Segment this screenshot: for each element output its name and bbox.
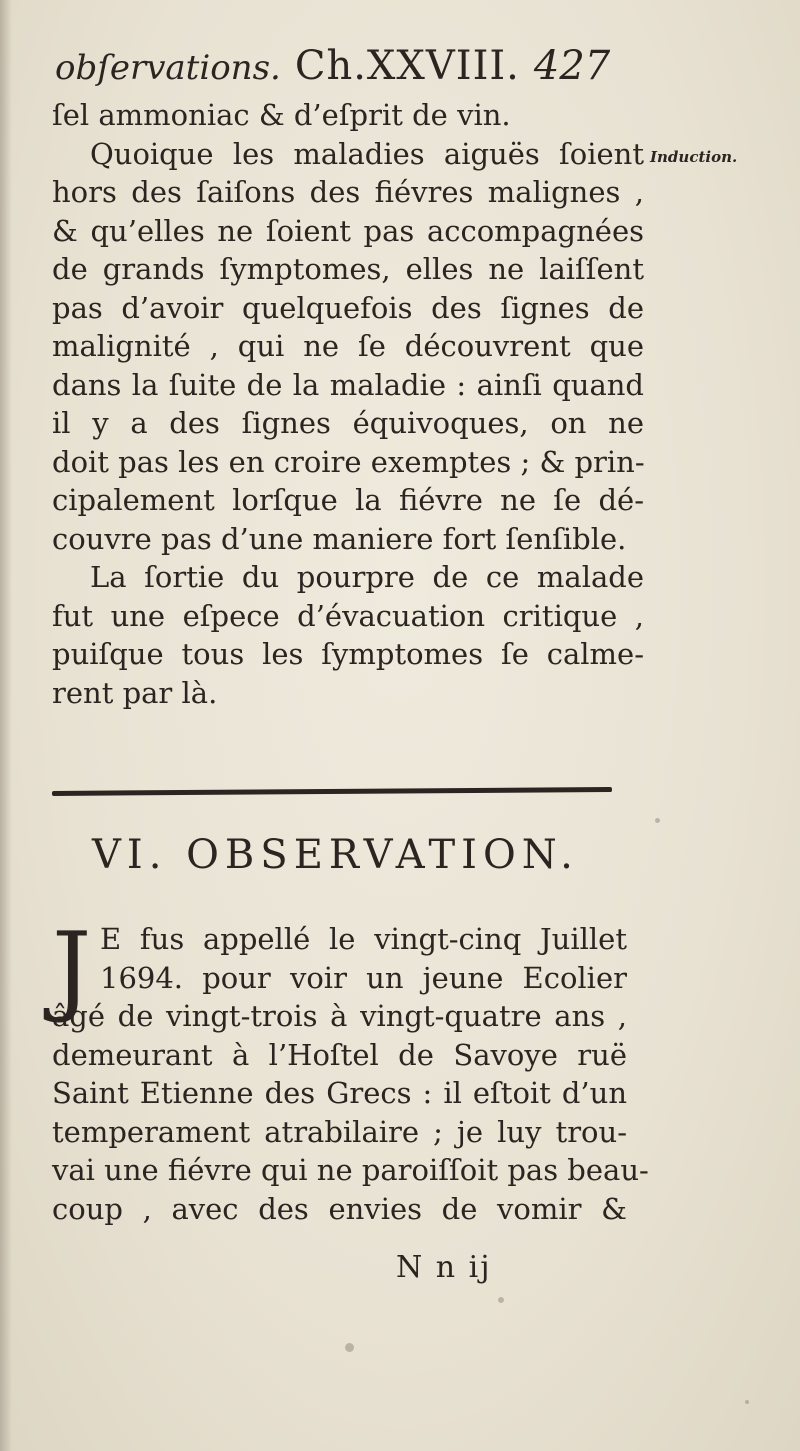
paper-speck: [655, 818, 660, 823]
text-line: vai une fiévre qui ne paroiſſoit pas beau-: [52, 1153, 649, 1187]
paper-speck: [498, 1297, 504, 1303]
text-line: La ſortie du pourpre de ce malade: [90, 560, 644, 594]
text-line: puiſque tous les ſymptomes ſe calme-: [52, 637, 644, 671]
text-line: 1694. pour voir un jeune Ecolier: [100, 960, 627, 995]
text-line: âgé de vingt-trois à vingt-quatre ans ,: [52, 999, 627, 1033]
paper-speck: [745, 1400, 749, 1404]
text-line: fut une eſpece d’évacuation critique ,: [52, 598, 644, 633]
page-number: 427: [533, 43, 611, 89]
text-line: coup , avec des envies de vomir &: [52, 1191, 627, 1226]
signature-mark: N n ij: [396, 1250, 492, 1285]
section-rule: [52, 787, 612, 796]
text-line: il y a des ſignes équivoques, on ne: [52, 406, 644, 440]
text-line: hors des ſaiſons des fiévres malignes ,: [52, 175, 644, 209]
observation-text: [52, 912, 649, 1228]
text-line: cipalement lorſque la fiévre ne ſe dé-: [52, 483, 644, 517]
drop-cap: J: [52, 912, 92, 1026]
text-line: doit pas les en croire exemptes ; & prin-: [52, 444, 645, 479]
text-line: & qu’elles ne ſoient pas accompagnées: [52, 213, 644, 248]
text-line: temperament atrabilaire ; je luy trou-: [52, 1114, 627, 1149]
text-line: Saint Etienne des Grecs : il eſtoit d’un: [52, 1076, 627, 1110]
text-line: couvre pas d’une maniere fort ſenſible.: [52, 521, 627, 556]
page-gutter-shadow: [0, 0, 12, 1451]
running-head: [55, 40, 665, 92]
text-line: de grands ſymptomes, elles ne laiſſent: [52, 252, 644, 286]
paragraph-continuation: [52, 96, 644, 712]
text-line: rent par là.: [52, 675, 218, 710]
text-line: E fus appellé le vingt-cinq Juillet: [100, 922, 627, 956]
text-line: ſel ammoniac & d’eſprit de vin.: [52, 98, 511, 132]
text-line: demeurant à l’Hoſtel de Savoye ruë: [52, 1037, 627, 1072]
text-line: malignité , qui ne ſe découvrent que: [52, 329, 644, 363]
running-head-title: obſervations.: [55, 48, 281, 88]
paper-speck: [345, 1343, 354, 1352]
text-line: Quoique les maladies aiguës ſoient: [90, 136, 644, 171]
text-line: dans la ſuite de la maladie : ainſi quand: [52, 367, 644, 402]
section-heading: VI. OBSERVATION.: [92, 832, 579, 878]
text-line: pas d’avoir quelquefois des ſignes de: [52, 290, 644, 325]
running-head-chapter: Ch.XXVIII.: [294, 43, 520, 89]
margin-note: Induction.: [650, 148, 738, 166]
